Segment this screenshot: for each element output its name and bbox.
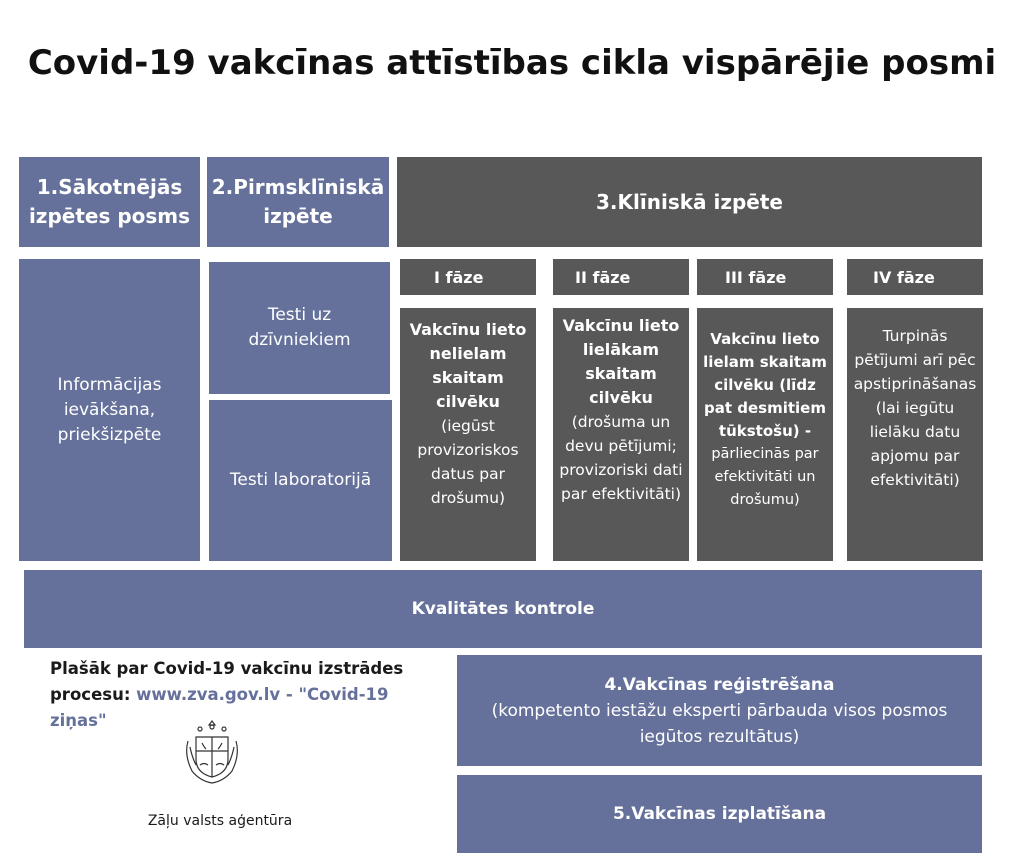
phase-1-text: (iegūst provizoriskos datus par drošumu) (417, 417, 519, 507)
phase-3-label: III fāze (697, 259, 833, 295)
phase-1-body (400, 308, 536, 561)
lab-tests-text: Testi laboratorijā (229, 470, 372, 490)
quality-control-bar (24, 570, 982, 648)
more-info-prefix: Plašāk par Covid-19 vakcīnu izstrādes procesu: (50, 659, 404, 704)
phase-4-body (847, 308, 983, 561)
stage-3-title: 3.Klīniskā izpēte (596, 189, 783, 214)
distribution-text: 5.Vakcīnas izplatīšana (612, 804, 827, 824)
registration-text: (kompetento iestāžu eksperti pārbauda visos posmos iegūtos rezultātus) (491, 700, 948, 747)
quality-control-text: Kvalitātes kontrole (411, 599, 595, 619)
phase-1-bold: Vakcīnu lieto nelielam skaitam cilvēku (409, 320, 527, 411)
lab-tests-box (209, 400, 392, 561)
phase-2-bold: Vakcīnu lieto lielākam skaitam cilvēku (562, 316, 680, 407)
agency-name: Zāļu valsts aģentūra (147, 813, 293, 829)
phase-3-body (697, 308, 833, 561)
phase-3-text: pārliecinās par efektivitāti un drošumu) (711, 446, 819, 508)
page-title: Covid-19 vakcīnas attīstības cikla vispārējie posmi (27, 43, 997, 83)
registration-box (457, 655, 982, 766)
animal-tests-box (209, 262, 390, 394)
phase-3-bold: Vakcīnu lieto lielam skaitam cilvēku (līdz pat desmitiem tūkstošu) - (703, 330, 827, 440)
animal-tests-text: Testi uz dzīvniekiem (248, 305, 351, 350)
stage-1-header (19, 157, 200, 247)
stage-1-title: 1.Sākotnējās izpētes posms (28, 175, 191, 228)
more-info-link[interactable]: www.zva.gov.lv - "Covid-19 ziņas" (50, 685, 389, 730)
phase-2-label: II fāze (553, 259, 689, 295)
distribution-box (457, 775, 982, 853)
stage-2-title: 2.Pirmsklīniskā izpēte (211, 175, 385, 228)
phase-2-body (553, 308, 689, 561)
coat-of-arms-logo (182, 717, 242, 787)
phase-1-label: I fāze (400, 259, 536, 295)
registration-title: 4.Vakcīnas reģistrēšana (604, 674, 835, 695)
phase-2-text: (drošuma un devu pētījumi; provizoriski dati par efektivitāti) (559, 413, 683, 503)
stage-3-header (397, 157, 982, 247)
stage-1-body (19, 259, 200, 561)
stage-2-header (207, 157, 389, 247)
phase-4-text: Turpinās pētījumi arī pēc apstiprināšanas (lai iegūtu lielāku datu apjomu par efektivitāti) (853, 327, 977, 489)
stage-1-text: Informācijas ievākšana, priekšizpēte (57, 374, 162, 445)
phase-4-label: IV fāze (847, 259, 983, 295)
